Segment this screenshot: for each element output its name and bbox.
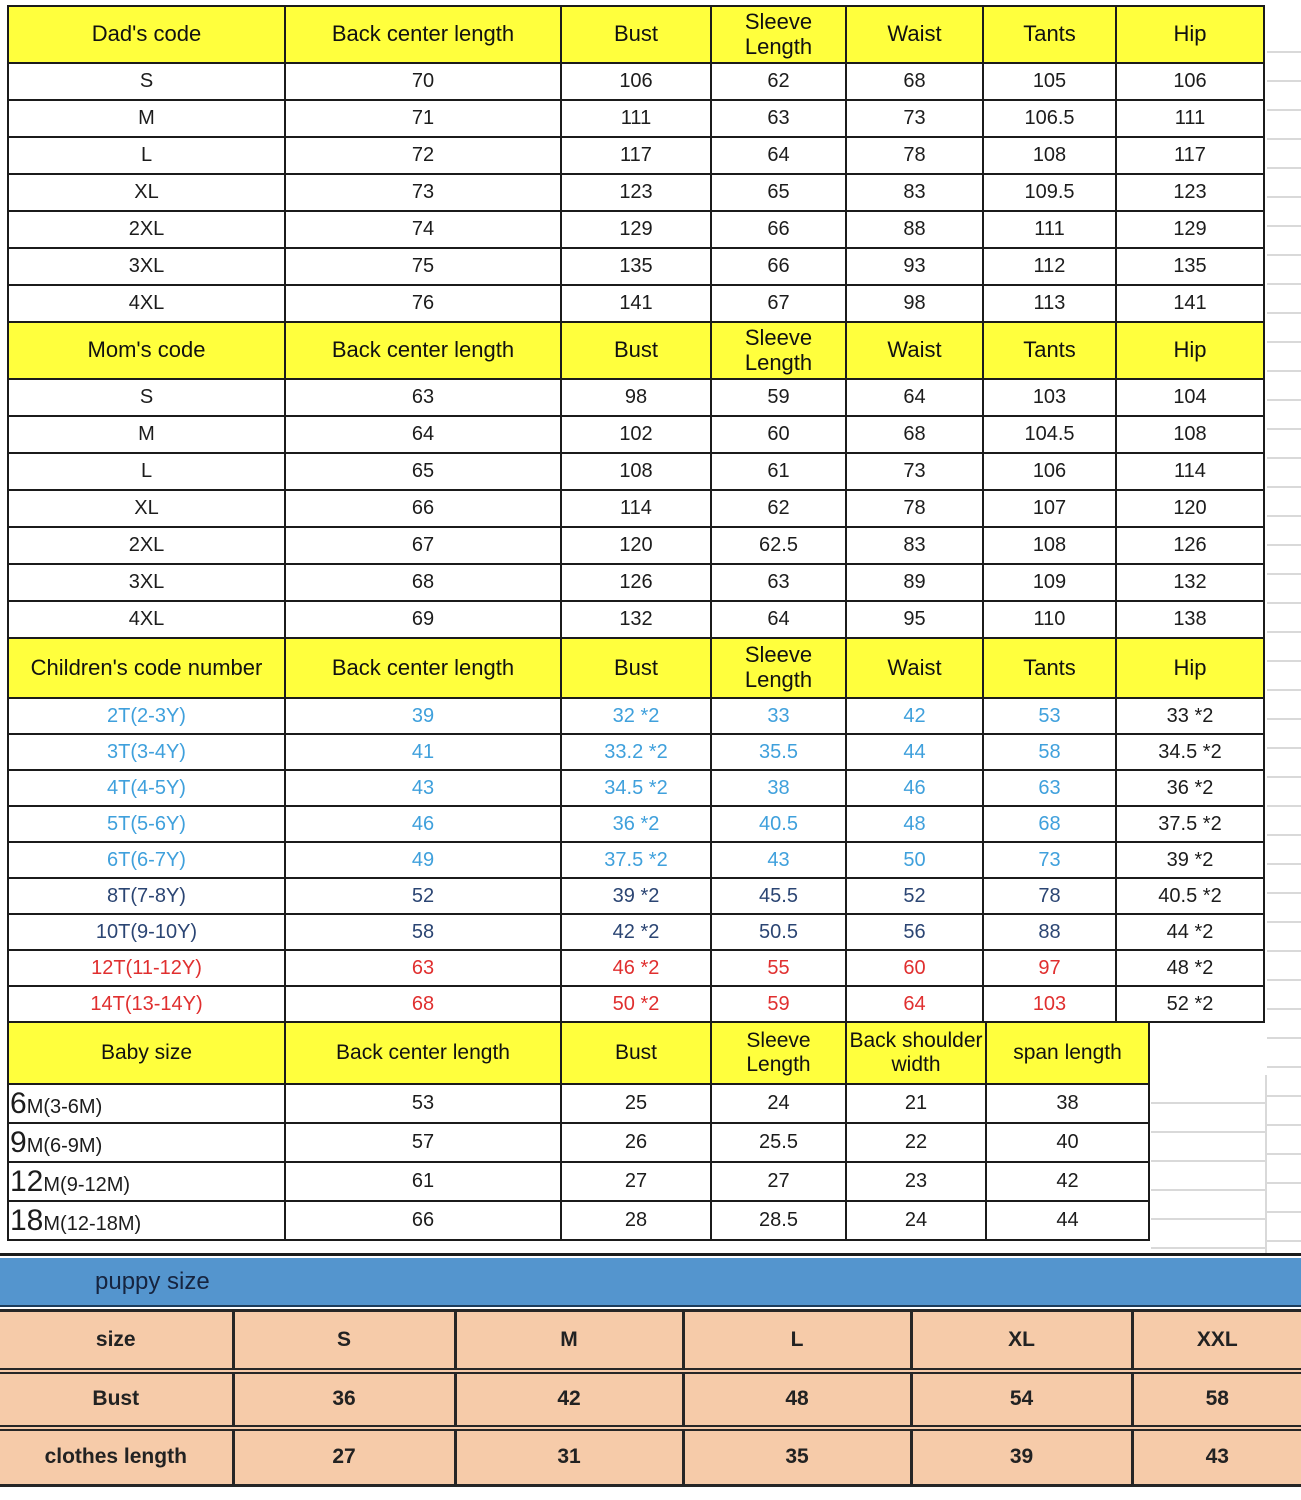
column-header: Bust xyxy=(561,322,711,379)
column-header: Waist xyxy=(846,6,983,63)
size-value-cell: 106 xyxy=(1116,63,1264,100)
size-value-cell: 58 xyxy=(285,914,561,950)
table-header-row xyxy=(8,322,1264,379)
column-header: Tants xyxy=(983,322,1116,379)
size-value-cell: 66 xyxy=(711,211,846,248)
size-value-cell: 42 xyxy=(986,1162,1149,1201)
table-row xyxy=(0,1311,1301,1371)
size-value-cell: 73 xyxy=(846,100,983,137)
size-value-cell: 68 xyxy=(285,986,561,1022)
size-value-cell: 48 *2 xyxy=(1116,950,1264,986)
size-value-cell: 59 xyxy=(711,379,846,416)
size-code-cell: 4XL xyxy=(8,601,285,638)
table-row xyxy=(8,1162,1149,1201)
size-value-cell: 74 xyxy=(285,211,561,248)
baby-size-label-range: M(12-18M) xyxy=(43,1212,142,1235)
baby-size-label-number: 6 xyxy=(10,1086,27,1120)
puppy-value-cell: 58 xyxy=(1132,1371,1301,1428)
baby-size-label xyxy=(8,1162,285,1201)
moms-size-table xyxy=(7,321,1265,639)
size-value-cell: 46 xyxy=(285,806,561,842)
size-value-cell: 73 xyxy=(983,842,1116,878)
size-value-cell: 27 xyxy=(711,1162,846,1201)
size-value-cell: 39 *2 xyxy=(1116,842,1264,878)
size-code-cell: 14T(13-14Y) xyxy=(8,986,285,1022)
size-value-cell: 103 xyxy=(983,986,1116,1022)
size-value-cell: 24 xyxy=(711,1084,846,1123)
size-value-cell: 45.5 xyxy=(711,878,846,914)
table-row xyxy=(8,1201,1149,1240)
size-value-cell: 62 xyxy=(711,490,846,527)
size-value-cell: 108 xyxy=(1116,416,1264,453)
size-value-cell: 46 xyxy=(846,770,983,806)
size-value-cell: 111 xyxy=(561,100,711,137)
size-value-cell: 36 *2 xyxy=(1116,770,1264,806)
size-code-cell: XL xyxy=(8,174,285,211)
size-value-cell: 37.5 *2 xyxy=(561,842,711,878)
size-code-cell: 10T(9-10Y) xyxy=(8,914,285,950)
size-code-cell: 4T(4-5Y) xyxy=(8,770,285,806)
table-body xyxy=(8,698,1264,1022)
size-value-cell: 66 xyxy=(285,1201,561,1240)
table-row xyxy=(0,1371,1301,1428)
size-value-cell: 111 xyxy=(983,211,1116,248)
size-value-cell: 60 xyxy=(846,950,983,986)
size-value-cell: 23 xyxy=(846,1162,986,1201)
table-row xyxy=(8,986,1264,1022)
size-value-cell: 98 xyxy=(846,285,983,322)
table-header-row-group xyxy=(8,638,1264,698)
size-value-cell: 46 *2 xyxy=(561,950,711,986)
size-value-cell: 126 xyxy=(1116,527,1264,564)
size-code-cell: S xyxy=(8,63,285,100)
size-value-cell: 108 xyxy=(983,137,1116,174)
size-value-cell: 59 xyxy=(711,986,846,1022)
table-row xyxy=(8,770,1264,806)
table-header-row-group xyxy=(8,6,1264,63)
size-code-cell: 2XL xyxy=(8,527,285,564)
size-value-cell: 114 xyxy=(1116,453,1264,490)
size-code-cell: L xyxy=(8,137,285,174)
column-header: Sleeve Length xyxy=(711,1022,846,1084)
size-value-cell: 141 xyxy=(1116,285,1264,322)
size-value-cell: 37.5 *2 xyxy=(1116,806,1264,842)
puppy-value-cell: 31 xyxy=(455,1428,683,1486)
size-value-cell: 43 xyxy=(285,770,561,806)
size-value-cell: 113 xyxy=(983,285,1116,322)
size-value-cell: 106 xyxy=(983,453,1116,490)
table-row xyxy=(8,100,1264,137)
size-value-cell: 56 xyxy=(846,914,983,950)
family-size-tables xyxy=(7,5,1265,1241)
column-header: Mom's code xyxy=(8,322,285,379)
size-value-cell: 117 xyxy=(561,137,711,174)
size-value-cell: 63 xyxy=(711,100,846,137)
size-value-cell: 64 xyxy=(846,379,983,416)
size-value-cell: 44 xyxy=(846,734,983,770)
table-row xyxy=(8,137,1264,174)
size-value-cell: 64 xyxy=(285,416,561,453)
puppy-size-code-cell: S xyxy=(233,1311,455,1371)
puppy-value-cell: 27 xyxy=(233,1428,455,1486)
puppy-value-cell: 36 xyxy=(233,1371,455,1428)
table-row xyxy=(8,601,1264,638)
size-value-cell: 75 xyxy=(285,248,561,285)
puppy-value-cell: 35 xyxy=(683,1428,911,1486)
puppy-banner-top-line xyxy=(0,1253,1301,1256)
size-value-cell: 76 xyxy=(285,285,561,322)
size-value-cell: 33.2 *2 xyxy=(561,734,711,770)
table-row xyxy=(8,416,1264,453)
table-header-row xyxy=(8,638,1264,698)
size-value-cell: 109 xyxy=(983,564,1116,601)
size-value-cell: 78 xyxy=(846,490,983,527)
table-row xyxy=(8,379,1264,416)
baby-size-label xyxy=(8,1084,285,1123)
size-value-cell: 111 xyxy=(1116,100,1264,137)
spreadsheet-gridlines-baby-area xyxy=(1151,1075,1267,1253)
baby-size-label-range: M(9-12M) xyxy=(43,1173,131,1196)
size-value-cell: 97 xyxy=(983,950,1116,986)
column-header: Waist xyxy=(846,322,983,379)
size-value-cell: 53 xyxy=(983,698,1116,734)
size-value-cell: 64 xyxy=(846,986,983,1022)
puppy-size-code-cell: M xyxy=(455,1311,683,1371)
size-value-cell: 32 *2 xyxy=(561,698,711,734)
size-value-cell: 107 xyxy=(983,490,1116,527)
column-header: Baby size xyxy=(8,1022,285,1084)
size-value-cell: 68 xyxy=(846,63,983,100)
size-value-cell: 95 xyxy=(846,601,983,638)
size-value-cell: 114 xyxy=(561,490,711,527)
size-value-cell: 28 xyxy=(561,1201,711,1240)
size-value-cell: 70 xyxy=(285,63,561,100)
table-row xyxy=(8,174,1264,211)
size-code-cell: 8T(7-8Y) xyxy=(8,878,285,914)
table-header-row xyxy=(8,6,1264,63)
table-row xyxy=(8,950,1264,986)
size-code-cell: 3T(3-4Y) xyxy=(8,734,285,770)
size-value-cell: 106.5 xyxy=(983,100,1116,137)
table-row xyxy=(8,1123,1149,1162)
size-code-cell: 12T(11-12Y) xyxy=(8,950,285,986)
size-value-cell: 65 xyxy=(285,453,561,490)
size-value-cell: 138 xyxy=(1116,601,1264,638)
baby-size-label-number: 18 xyxy=(10,1203,44,1237)
size-value-cell: 38 xyxy=(711,770,846,806)
size-value-cell: 21 xyxy=(846,1084,986,1123)
size-value-cell: 39 *2 xyxy=(561,878,711,914)
size-value-cell: 108 xyxy=(983,527,1116,564)
size-value-cell: 106 xyxy=(561,63,711,100)
size-code-cell: M xyxy=(8,100,285,137)
table-row xyxy=(8,211,1264,248)
size-value-cell: 117 xyxy=(1116,137,1264,174)
size-value-cell: 104.5 xyxy=(983,416,1116,453)
size-value-cell: 126 xyxy=(561,564,711,601)
size-value-cell: 55 xyxy=(711,950,846,986)
size-value-cell: 44 *2 xyxy=(1116,914,1264,950)
table-body xyxy=(0,1311,1301,1486)
size-value-cell: 135 xyxy=(561,248,711,285)
size-value-cell: 52 xyxy=(285,878,561,914)
baby-size-label xyxy=(8,1123,285,1162)
size-value-cell: 62 xyxy=(711,63,846,100)
size-code-cell: 2XL xyxy=(8,211,285,248)
size-value-cell: 83 xyxy=(846,527,983,564)
size-value-cell: 66 xyxy=(711,248,846,285)
size-value-cell: 89 xyxy=(846,564,983,601)
column-header: Sleeve Length xyxy=(711,6,846,63)
table-header-row xyxy=(8,1022,1149,1084)
size-value-cell: 40 xyxy=(986,1123,1149,1162)
size-value-cell: 57 xyxy=(285,1123,561,1162)
size-code-cell: XL xyxy=(8,490,285,527)
baby-size-label-range: M(3-6M) xyxy=(26,1095,103,1118)
table-body xyxy=(8,63,1264,322)
baby-size-label-number: 12 xyxy=(10,1164,44,1198)
size-value-cell: 44 xyxy=(986,1201,1149,1240)
size-value-cell: 72 xyxy=(285,137,561,174)
size-value-cell: 69 xyxy=(285,601,561,638)
table-row xyxy=(8,527,1264,564)
column-header: span length xyxy=(986,1022,1149,1084)
size-value-cell: 33 *2 xyxy=(1116,698,1264,734)
size-value-cell: 132 xyxy=(1116,564,1264,601)
column-header: Hip xyxy=(1116,6,1264,63)
size-value-cell: 35.5 xyxy=(711,734,846,770)
table-row xyxy=(8,698,1264,734)
puppy-size-banner xyxy=(0,1258,1301,1307)
size-value-cell: 103 xyxy=(983,379,1116,416)
table-row xyxy=(8,63,1264,100)
table-row xyxy=(8,734,1264,770)
size-value-cell: 108 xyxy=(561,453,711,490)
column-header: Sleeve Length xyxy=(711,322,846,379)
size-value-cell: 66 xyxy=(285,490,561,527)
size-value-cell: 120 xyxy=(1116,490,1264,527)
table-row xyxy=(8,806,1264,842)
puppy-size-title: puppy size xyxy=(95,1268,210,1295)
size-code-cell: 5T(5-6Y) xyxy=(8,806,285,842)
size-value-cell: 60 xyxy=(711,416,846,453)
size-value-cell: 50 *2 xyxy=(561,986,711,1022)
size-value-cell: 27 xyxy=(561,1162,711,1201)
size-value-cell: 63 xyxy=(711,564,846,601)
size-value-cell: 78 xyxy=(846,137,983,174)
size-value-cell: 34.5 *2 xyxy=(1116,734,1264,770)
column-header: Tants xyxy=(983,638,1116,698)
size-value-cell: 71 xyxy=(285,100,561,137)
size-value-cell: 34.5 *2 xyxy=(561,770,711,806)
table-row xyxy=(8,878,1264,914)
size-value-cell: 48 xyxy=(846,806,983,842)
puppy-value-cell: 54 xyxy=(911,1371,1132,1428)
column-header: Bust xyxy=(561,1022,711,1084)
puppy-row-label: size xyxy=(95,1327,136,1351)
size-value-cell: 61 xyxy=(711,453,846,490)
column-header: Back center length xyxy=(285,1022,561,1084)
table-row xyxy=(8,248,1264,285)
size-value-cell: 93 xyxy=(846,248,983,285)
size-value-cell: 39 xyxy=(285,698,561,734)
size-value-cell: 40.5 xyxy=(711,806,846,842)
column-header: Back center length xyxy=(285,638,561,698)
column-header: Hip xyxy=(1116,638,1264,698)
table-row xyxy=(8,842,1264,878)
size-value-cell: 61 xyxy=(285,1162,561,1201)
size-value-cell: 98 xyxy=(561,379,711,416)
size-value-cell: 50 xyxy=(846,842,983,878)
size-value-cell: 24 xyxy=(846,1201,986,1240)
table-row xyxy=(8,285,1264,322)
table-header-row-group xyxy=(8,322,1264,379)
size-value-cell: 58 xyxy=(983,734,1116,770)
size-code-cell: 6T(6-7Y) xyxy=(8,842,285,878)
size-value-cell: 67 xyxy=(711,285,846,322)
size-value-cell: 104 xyxy=(1116,379,1264,416)
size-value-cell: 50.5 xyxy=(711,914,846,950)
table-body xyxy=(8,379,1264,638)
size-value-cell: 141 xyxy=(561,285,711,322)
puppy-row-label: Bust xyxy=(0,1371,233,1428)
puppy-value-cell: 43 xyxy=(1132,1428,1301,1486)
column-header: Tants xyxy=(983,6,1116,63)
size-value-cell: 102 xyxy=(561,416,711,453)
puppy-size-code-cell: XL xyxy=(911,1311,1132,1371)
size-value-cell: 68 xyxy=(285,564,561,601)
puppy-value-cell: 48 xyxy=(683,1371,911,1428)
baby-size-label-number: 9 xyxy=(10,1125,27,1159)
spreadsheet-gridlines-right xyxy=(1267,24,1301,1254)
size-value-cell: 33 xyxy=(711,698,846,734)
size-value-cell: 28.5 xyxy=(711,1201,846,1240)
size-value-cell: 52 *2 xyxy=(1116,986,1264,1022)
size-value-cell: 68 xyxy=(846,416,983,453)
dads-size-table xyxy=(7,5,1265,323)
puppy-row-label: clothes length xyxy=(0,1428,233,1486)
size-value-cell: 38 xyxy=(986,1084,1149,1123)
column-header: Children's code number xyxy=(8,638,285,698)
size-value-cell: 83 xyxy=(846,174,983,211)
table-row xyxy=(8,914,1264,950)
size-code-cell: S xyxy=(8,379,285,416)
puppy-size-code-cell: XXL xyxy=(1132,1311,1301,1371)
column-header: Back shoulder width xyxy=(846,1022,986,1084)
size-value-cell: 68 xyxy=(983,806,1116,842)
puppy-value-cell: 39 xyxy=(911,1428,1132,1486)
size-value-cell: 43 xyxy=(711,842,846,878)
table-row xyxy=(8,490,1264,527)
size-code-cell: 4XL xyxy=(8,285,285,322)
size-code-cell: 2T(2-3Y) xyxy=(8,698,285,734)
baby-size-label-range: M(6-9M) xyxy=(26,1134,103,1157)
size-value-cell: 63 xyxy=(285,379,561,416)
spreadsheet-column-line xyxy=(1265,1075,1267,1253)
size-value-cell: 62.5 xyxy=(711,527,846,564)
size-value-cell: 63 xyxy=(285,950,561,986)
size-value-cell: 132 xyxy=(561,601,711,638)
column-header: Back center length xyxy=(285,322,561,379)
size-value-cell: 26 xyxy=(561,1123,711,1162)
size-value-cell: 88 xyxy=(846,211,983,248)
size-value-cell: 41 xyxy=(285,734,561,770)
table-body xyxy=(8,1084,1149,1240)
column-header: Bust xyxy=(561,6,711,63)
table-row xyxy=(0,1428,1301,1486)
puppy-size-table xyxy=(0,1309,1301,1487)
table-row xyxy=(8,564,1264,601)
size-value-cell: 110 xyxy=(983,601,1116,638)
puppy-value-cell: 42 xyxy=(455,1371,683,1428)
column-header: Back center length xyxy=(285,6,561,63)
size-code-cell: L xyxy=(8,453,285,490)
baby-size-label xyxy=(8,1201,285,1240)
size-value-cell: 88 xyxy=(983,914,1116,950)
size-value-cell: 64 xyxy=(711,601,846,638)
table-row xyxy=(8,453,1264,490)
column-header: Sleeve Length xyxy=(711,638,846,698)
childrens-size-table xyxy=(7,637,1265,1023)
column-header: Dad's code xyxy=(8,6,285,63)
size-code-cell: 3XL xyxy=(8,248,285,285)
size-value-cell: 135 xyxy=(1116,248,1264,285)
table-row xyxy=(8,1084,1149,1123)
size-value-cell: 78 xyxy=(983,878,1116,914)
size-value-cell: 42 *2 xyxy=(561,914,711,950)
column-header: Waist xyxy=(846,638,983,698)
size-value-cell: 123 xyxy=(561,174,711,211)
column-header: Hip xyxy=(1116,322,1264,379)
size-value-cell: 49 xyxy=(285,842,561,878)
size-value-cell: 25.5 xyxy=(711,1123,846,1162)
size-value-cell: 22 xyxy=(846,1123,986,1162)
size-value-cell: 40.5 *2 xyxy=(1116,878,1264,914)
size-value-cell: 42 xyxy=(846,698,983,734)
table-header-row-group xyxy=(8,1022,1149,1084)
size-value-cell: 52 xyxy=(846,878,983,914)
puppy-size-code-cell: L xyxy=(683,1311,911,1371)
size-value-cell: 109.5 xyxy=(983,174,1116,211)
size-value-cell: 129 xyxy=(561,211,711,248)
size-value-cell: 105 xyxy=(983,63,1116,100)
size-value-cell: 123 xyxy=(1116,174,1264,211)
size-value-cell: 53 xyxy=(285,1084,561,1123)
size-value-cell: 73 xyxy=(285,174,561,211)
size-value-cell: 64 xyxy=(711,137,846,174)
size-value-cell: 73 xyxy=(846,453,983,490)
size-value-cell: 25 xyxy=(561,1084,711,1123)
baby-size-table xyxy=(7,1021,1150,1241)
size-code-cell: M xyxy=(8,416,285,453)
size-value-cell: 112 xyxy=(983,248,1116,285)
column-header: Bust xyxy=(561,638,711,698)
size-value-cell: 65 xyxy=(711,174,846,211)
size-value-cell: 67 xyxy=(285,527,561,564)
size-value-cell: 36 *2 xyxy=(561,806,711,842)
size-value-cell: 63 xyxy=(983,770,1116,806)
size-value-cell: 129 xyxy=(1116,211,1264,248)
size-value-cell: 120 xyxy=(561,527,711,564)
size-code-cell: 3XL xyxy=(8,564,285,601)
